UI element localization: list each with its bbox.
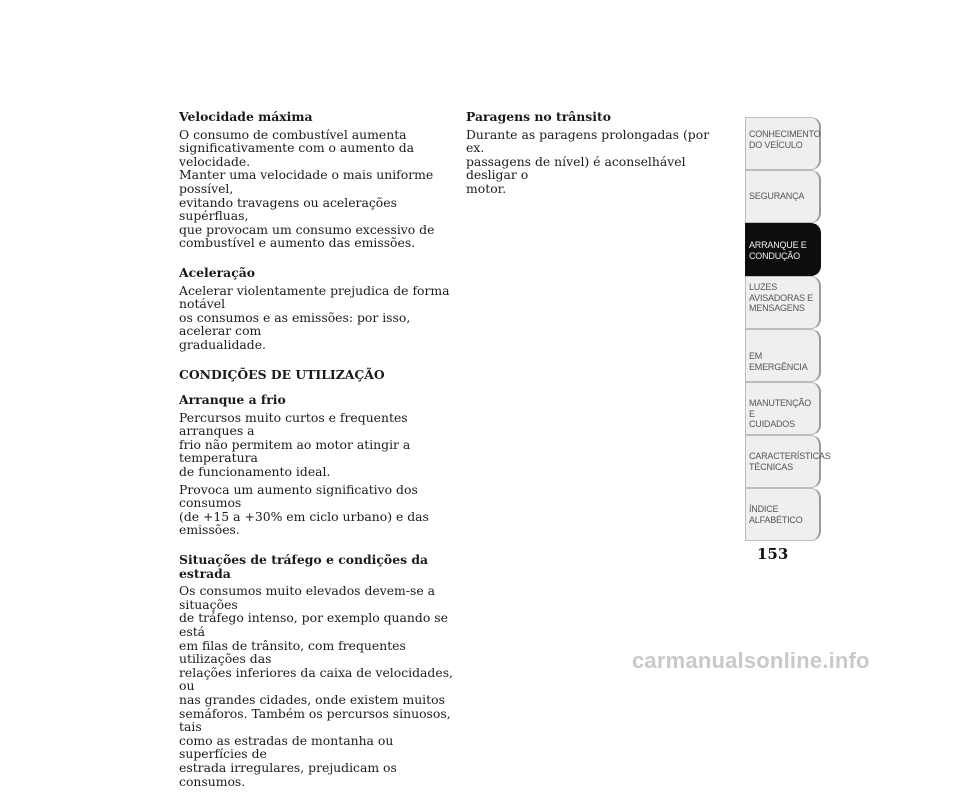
page-number: 153: [757, 545, 789, 563]
paragraph-situacoes-trafego: Os consumos muito elevados devem-se a situações de tráfego intenso, por exemplo quando se está em filas de trânsito, com frequentes utilizações das relações inferiores da caixa de velocidades, ou nas grandes cidades, onde existem muitos semáforos. Também os percursos sinuosos, tais como as estradas de montanha ou superfícies de estrada irregulares, prejudicam os consumos.: [179, 583, 453, 789]
heading-velocidade-maxima: Velocidade máxima: [179, 109, 313, 124]
paragraph-velocidade-maxima: O consumo de combustível aumenta significativamente com o aumento da velocidade. Manter uma velocidade o mais uniforme possível, evitando travagens ou acelerações supérfluas, que provocam um consumo excessivo de combustível e aumento das emissões.: [179, 126, 435, 251]
heading-arranque-a-frio: Arranque a frio: [179, 392, 286, 408]
watermark: carmanualsonline.info: [632, 648, 870, 673]
paragraph-arranque-a-frio-1: Percursos muito curtos e frequentes arranques a frio não permitem ao motor atingir a temperatura de funcionamento ideal.: [179, 409, 411, 480]
tab-luzes-avisadoras[interactable]: LUZES AVISADORAS E MENSAGENS: [745, 276, 821, 329]
tab-manutencao-e-cuidados[interactable]: MANUTENÇÃO E CUIDADOS: [745, 382, 821, 435]
paragraph-paragens-transito: Durante as paragens prolongadas (por ex. passagens de nível) é aconselhável desligar o motor.: [466, 126, 710, 196]
left-column: [179, 110, 459, 792]
paragraph-arranque-a-frio-2: Provoca um aumento significativo dos consumos (de +15 a +30% em ciclo urbano) e das emissões.: [179, 481, 429, 538]
paragraph-aceleracao: Acelerar violentamente prejudica de forma notável os consumos e as emissões: por isso, acelerar com gradualidade.: [179, 282, 450, 352]
heading-aceleracao: Aceleração: [179, 264, 256, 280]
tab-seguranca[interactable]: SEGURANÇA: [745, 170, 821, 223]
tab-caracteristicas-tecnicas[interactable]: CARACTERÍSTICAS TÉCNICAS: [745, 435, 821, 488]
tab-arranque-e-conducao[interactable]: ARRANQUE E CONDUÇÃO: [745, 223, 821, 276]
section-title-condicoes: CONDIÇÕES DE UTILIZAÇÃO: [179, 366, 385, 382]
chapter-tabs: [745, 117, 831, 541]
tab-indice-alfabetico[interactable]: ÍNDICE ALFABÉTICO: [745, 488, 821, 541]
heading-situacoes-trafego: Situações de tráfego e condições da estrada: [179, 552, 429, 581]
heading-paragens-transito: Paragens no trânsito: [466, 109, 611, 124]
tab-em-emergencia[interactable]: EM EMERGÊNCIA: [745, 329, 821, 382]
tab-conhecimento-do-veiculo[interactable]: CONHECIMENTO DO VEÍCULO: [745, 117, 821, 170]
right-column: [466, 110, 721, 200]
